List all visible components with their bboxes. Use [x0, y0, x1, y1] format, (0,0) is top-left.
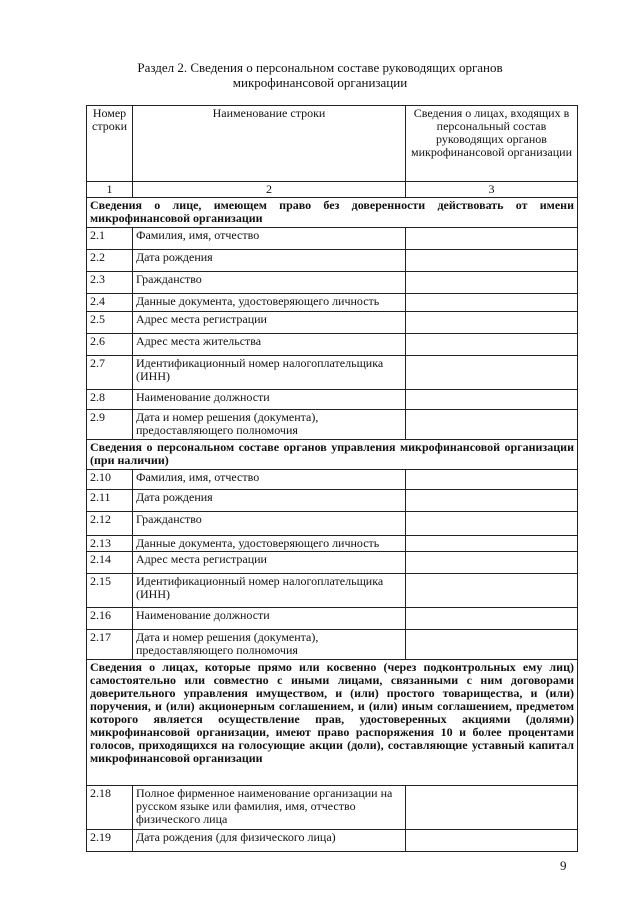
row-name: Адрес места жительства: [133, 334, 406, 356]
row-name: Полное фирменное наименование организации на русском языке или фамилия, имя, отчество физического лица: [133, 786, 406, 830]
row-number: 2.18: [87, 786, 133, 830]
row-name: Данные документа, удостоверяющего личность: [133, 294, 406, 312]
personnel-table: [86, 105, 578, 852]
row-name: Дата рождения: [133, 490, 406, 512]
header-info: Сведения о лицах, входящих в персональный состав руководящих органов микрофинансовой организации: [406, 106, 578, 182]
table-row: [87, 410, 578, 440]
row-number: 2.3: [87, 272, 133, 294]
table-row: [87, 390, 578, 410]
page-number: 9: [560, 858, 567, 873]
row-name: Дата рождения: [133, 250, 406, 272]
row-value-cell: [406, 272, 578, 294]
column-number: 3: [406, 182, 578, 198]
row-value-cell: [406, 786, 578, 830]
row-number: 2.10: [87, 470, 133, 490]
row-value-cell: [406, 574, 578, 608]
table-row: [87, 574, 578, 608]
row-number: 2.12: [87, 512, 133, 536]
section-row: [87, 198, 578, 228]
table-row: [87, 272, 578, 294]
table-row: [87, 250, 578, 272]
table-row: [87, 552, 578, 574]
column-number: 2: [133, 182, 406, 198]
row-value-cell: [406, 294, 578, 312]
column-number-row: [87, 182, 578, 198]
row-name: Дата рождения (для физического лица): [133, 830, 406, 852]
table-row: [87, 294, 578, 312]
row-name: Адрес места регистрации: [133, 552, 406, 574]
row-value-cell: [406, 536, 578, 552]
column-number: 1: [87, 182, 133, 198]
row-number: 2.19: [87, 830, 133, 852]
table-row: [87, 608, 578, 630]
row-number: 2.2: [87, 250, 133, 272]
row-value-cell: [406, 470, 578, 490]
row-number: 2.16: [87, 608, 133, 630]
header-name: Наименование строки: [133, 106, 406, 182]
row-name: Гражданство: [133, 512, 406, 536]
row-number: 2.6: [87, 334, 133, 356]
row-name: Наименование должности: [133, 608, 406, 630]
row-number: 2.11: [87, 490, 133, 512]
row-number: 2.4: [87, 294, 133, 312]
header-row: [87, 106, 578, 182]
row-value-cell: [406, 830, 578, 852]
row-value-cell: [406, 228, 578, 250]
table-row: [87, 536, 578, 552]
page-title: [0, 60, 640, 90]
section-heading: Сведения о лицах, которые прямо или косвенно (через подконтрольных ему лиц) самостоятельно или совместно с иными лицами, связанными с ним договорами доверительного управления имуществом, и (или) простого товарищества, и (или) поручения, и (или) акционерным соглашением, и (или) иным соглашением, предметом которого является осуществление прав, удостоверенных акциями (долями) микрофинансовой организации, имеют право распоряжения 10 и более процентами голосов, приходящихся на голосующие акции (доли), составляющие уставный капитал микрофинансовой организации: [87, 660, 578, 786]
table-row: [87, 334, 578, 356]
row-value-cell: [406, 334, 578, 356]
row-value-cell: [406, 356, 578, 390]
row-number: 2.5: [87, 312, 133, 334]
row-name: Адрес места регистрации: [133, 312, 406, 334]
row-number: 2.7: [87, 356, 133, 390]
row-value-cell: [406, 312, 578, 334]
row-name: Фамилия, имя, отчество: [133, 228, 406, 250]
row-name: Идентификационный номер налогоплательщика (ИНН): [133, 574, 406, 608]
table-row: [87, 490, 578, 512]
row-value-cell: [406, 390, 578, 410]
row-name: Гражданство: [133, 272, 406, 294]
row-name: Дата и номер решения (документа), предоставляющего полномочия: [133, 630, 406, 660]
table-row: [87, 356, 578, 390]
row-value-cell: [406, 250, 578, 272]
table-row: [87, 312, 578, 334]
table-row: [87, 830, 578, 852]
row-value-cell: [406, 410, 578, 440]
table-row: [87, 630, 578, 660]
row-name: Дата и номер решения (документа), предоставляющего полномочия: [133, 410, 406, 440]
row-name: Наименование должности: [133, 390, 406, 410]
table-row: [87, 512, 578, 536]
row-value-cell: [406, 630, 578, 660]
row-number: 2.1: [87, 228, 133, 250]
row-name: Идентификационный номер налогоплательщика (ИНН): [133, 356, 406, 390]
title-line-2: микрофинансовой организации: [232, 75, 408, 90]
title-line-1: Раздел 2. Сведения о персональном составе руководящих органов: [137, 60, 503, 75]
row-value-cell: [406, 512, 578, 536]
section-row: [87, 440, 578, 470]
header-number: Номер строки: [87, 106, 133, 182]
row-name: Фамилия, имя, отчество: [133, 470, 406, 490]
row-number: 2.9: [87, 410, 133, 440]
row-value-cell: [406, 552, 578, 574]
section-row: [87, 660, 578, 786]
row-name: Данные документа, удостоверяющего личность: [133, 536, 406, 552]
row-number: 2.13: [87, 536, 133, 552]
row-value-cell: [406, 608, 578, 630]
table-row: [87, 228, 578, 250]
row-number: 2.8: [87, 390, 133, 410]
table-row: [87, 470, 578, 490]
section-heading: Сведения о персональном составе органов управления микрофинансовой организации (при наличии): [87, 440, 578, 470]
section-heading: Сведения о лице, имеющем право без доверенности действовать от имени микрофинансовой организации: [87, 198, 578, 228]
row-number: 2.15: [87, 574, 133, 608]
row-number: 2.17: [87, 630, 133, 660]
row-value-cell: [406, 490, 578, 512]
row-number: 2.14: [87, 552, 133, 574]
table-row: [87, 786, 578, 830]
